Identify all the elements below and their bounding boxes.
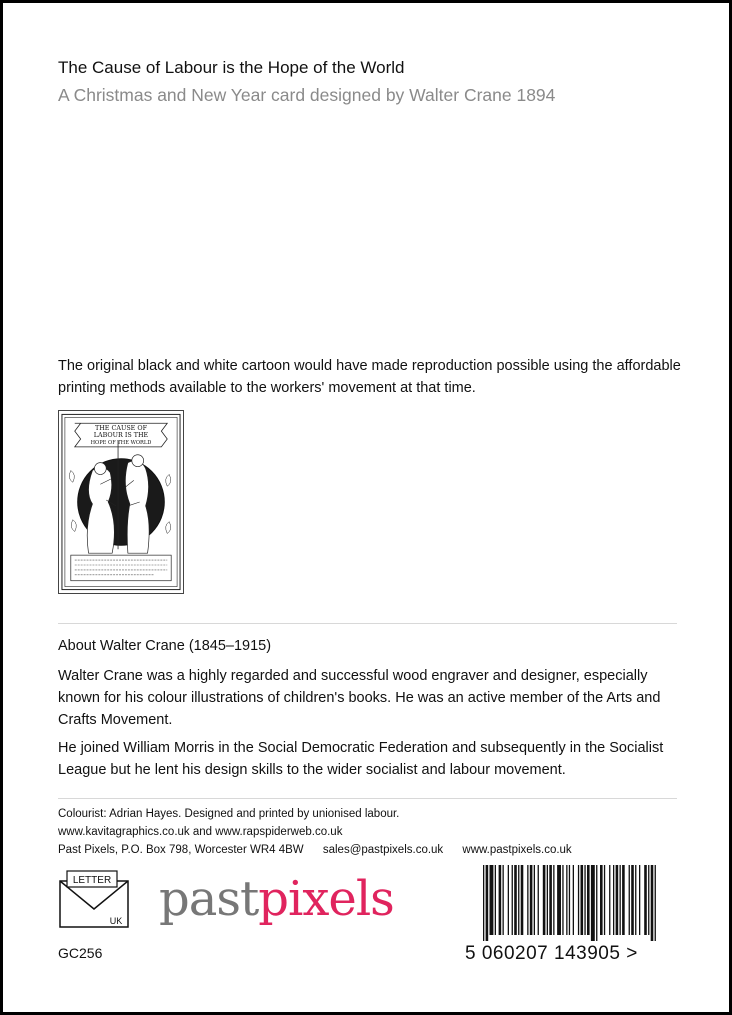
thumb-banner-line-3: HOPE OF THE WORLD bbox=[90, 439, 152, 446]
pastpixels-logo bbox=[159, 871, 394, 927]
barcode-bar bbox=[655, 865, 656, 941]
credits-contact-line bbox=[58, 844, 588, 856]
barcode-bar bbox=[604, 865, 605, 935]
logo-past: past bbox=[159, 871, 259, 927]
barcode-bar bbox=[538, 865, 539, 935]
about-paragraph-1: Walter Crane was a highly regarded and successful wood engraver and designer, especially known for his colour illustrations of children's books. He was an active member of the Arts and Crafts Movement. bbox=[58, 668, 661, 728]
barcode-bar bbox=[490, 865, 494, 935]
barcode-bar bbox=[613, 865, 614, 935]
barcode-digits: 5 060207 143905 > bbox=[465, 943, 638, 964]
barcode-bar bbox=[503, 865, 504, 935]
barcode-bar bbox=[569, 865, 570, 935]
logo-pixels: pixels bbox=[258, 871, 394, 927]
card-title: The Cause of Labour is the Hope of the World bbox=[58, 58, 405, 77]
barcode-bar bbox=[508, 865, 509, 935]
thumb-banner-line-2: LABOUR IS THE bbox=[93, 431, 149, 440]
barcode-bar bbox=[591, 865, 595, 941]
barcode-bar bbox=[527, 865, 528, 935]
divider-top bbox=[58, 623, 677, 624]
barcode-bar bbox=[534, 865, 535, 935]
barcode-bar bbox=[631, 865, 634, 935]
about-paragraph-2: He joined William Morris in the Social Democratic Federation and subsequently in the Socialist League but he lent his design skills to the wider socialist and labour movement. bbox=[58, 740, 664, 778]
letter-envelope-icon bbox=[58, 869, 130, 929]
credits-line-2: www.kavitagraphics.co.uk and www.rapspiderweb.co.uk bbox=[58, 826, 343, 838]
barcode-bar bbox=[581, 865, 584, 935]
barcode-image bbox=[481, 865, 657, 941]
barcode-bar bbox=[518, 865, 519, 935]
barcode-bar bbox=[620, 865, 621, 935]
barcode-bar bbox=[648, 865, 649, 935]
barcode-bar bbox=[635, 865, 636, 935]
barcode-bar bbox=[483, 865, 484, 941]
barcode-bar bbox=[562, 865, 563, 935]
barcode-bar bbox=[549, 865, 552, 935]
barcode-bar bbox=[486, 865, 489, 941]
barcode-bar bbox=[573, 865, 574, 935]
barcode-bar bbox=[495, 865, 496, 935]
divider-bottom bbox=[58, 798, 677, 799]
publisher-email: sales@pastpixels.co.uk bbox=[322, 844, 444, 856]
card-thumbnail-image bbox=[58, 410, 184, 594]
barcode-bar bbox=[644, 865, 647, 935]
barcode-bar bbox=[553, 865, 554, 935]
barcode-bar bbox=[512, 865, 513, 935]
barcode-bar bbox=[530, 865, 533, 935]
intro-text: The original black and white cartoon would have made reproduction possible using the affordable printing methods available to the workers' movement at that time. bbox=[58, 358, 681, 396]
barcode-bar bbox=[543, 865, 546, 935]
envelope-letter-label: LETTER bbox=[72, 875, 112, 886]
barcode-bar bbox=[584, 865, 585, 935]
barcode-bar bbox=[629, 865, 630, 935]
product-code: GC256 bbox=[58, 945, 103, 961]
barcode-bar bbox=[578, 865, 579, 935]
publisher-address: Past Pixels, P.O. Box 798, Worcester WR4 4BW bbox=[58, 844, 304, 856]
barcode-bar bbox=[521, 865, 524, 935]
publisher-website: www.pastpixels.co.uk bbox=[462, 844, 572, 856]
thumb-banner-line-1: THE CAUSE OF bbox=[94, 424, 148, 433]
barcode-bar bbox=[596, 865, 597, 941]
barcode-bar bbox=[651, 865, 654, 941]
barcode-bar bbox=[566, 865, 567, 935]
barcode-bar bbox=[609, 865, 610, 935]
about-heading: About Walter Crane (1845–1915) bbox=[58, 638, 272, 654]
barcode-bar bbox=[622, 865, 625, 935]
barcode-bar bbox=[600, 865, 603, 935]
card-subtitle: A Christmas and New Year card designed by Walter Crane 1894 bbox=[58, 85, 556, 105]
barcode-bar bbox=[557, 865, 561, 935]
barcode-bar bbox=[587, 865, 590, 935]
barcode-bar bbox=[616, 865, 619, 935]
barcode-bar bbox=[499, 865, 502, 935]
barcode-bar bbox=[547, 865, 548, 935]
barcode-bar bbox=[639, 865, 640, 935]
credits-line-1: Colourist: Adrian Hayes. Designed and printed by unionised labour. bbox=[58, 808, 400, 820]
barcode-bar bbox=[514, 865, 517, 935]
envelope-uk-label: UK bbox=[109, 916, 123, 926]
